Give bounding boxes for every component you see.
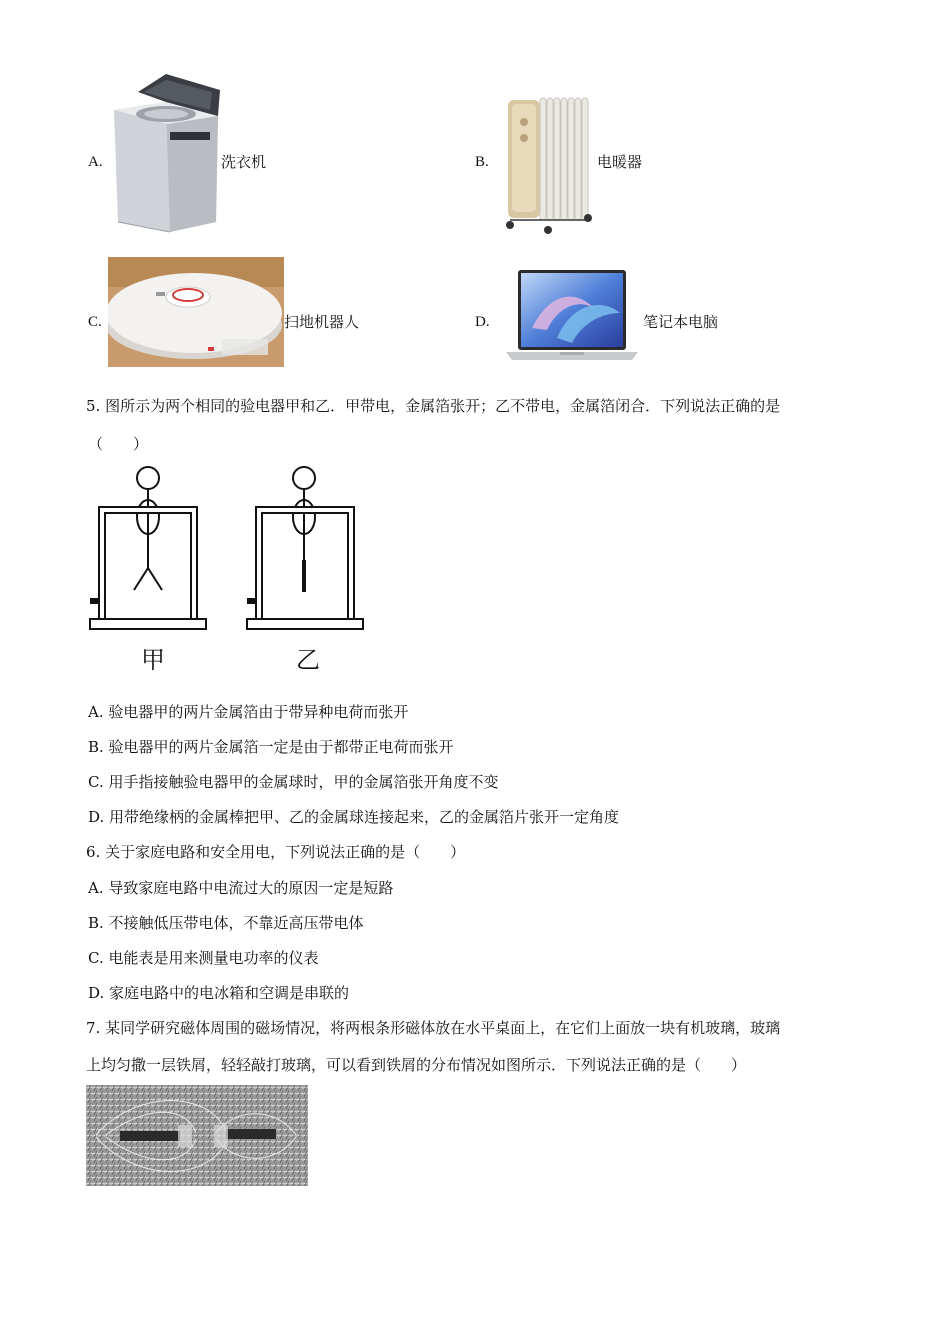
q5-blank: （ ） xyxy=(88,435,149,453)
option-letter: B. xyxy=(475,154,489,170)
q5-option-a: A. 验电器甲的两片金属箔由于带异种电荷而张开 xyxy=(88,703,409,721)
figure-label-yi: 乙 xyxy=(296,646,320,674)
option-label: 扫地机器人 xyxy=(284,313,360,331)
option-letter: C. xyxy=(88,314,102,330)
washing-machine-image xyxy=(108,72,222,234)
option-label: 笔记本电脑 xyxy=(643,313,719,331)
iron-filings-photo xyxy=(86,1085,308,1186)
q7-stem-line1: 7. 某同学研究磁体周围的磁场情况，将两根条形磁体放在水平桌面上，在它们上面放一块有机玻璃，玻璃 xyxy=(86,1019,781,1037)
option-letter: D. xyxy=(475,314,490,330)
q5-option-b: B. 验电器甲的两片金属箔一定是由于都带正电荷而张开 xyxy=(88,738,454,756)
q6-option-a: A. 导致家庭电路中电流过大的原因一定是短路 xyxy=(88,879,394,897)
q7-stem-line2: 上均匀撒一层铁屑，轻轻敲打玻璃，可以看到铁屑的分布情况如图所示．下列说法正确的是（ ） xyxy=(86,1056,747,1074)
q5-option-d: D. 用带绝缘柄的金属棒把甲、乙的金属球连接起来，乙的金属箔片张开一定角度 xyxy=(88,808,620,826)
q6-stem: 6. 关于家庭电路和安全用电，下列说法正确的是（ ） xyxy=(86,843,466,861)
figure-label-jia: 甲 xyxy=(141,646,165,674)
q5-stem: 5. 图所示为两个相同的验电器甲和乙．甲带电，金属箔张开；乙不带电，金属箔闭合．下列说法正确的是 xyxy=(86,397,781,415)
electroscope-figure xyxy=(84,462,374,672)
oil-heater-image xyxy=(500,94,594,234)
electroscope-yi xyxy=(247,467,363,629)
option-letter: A. xyxy=(88,154,103,170)
q6-option-b: B. 不接触低压带电体，不靠近高压带电体 xyxy=(88,914,364,932)
q6-option-c: C. 电能表是用来测量电功率的仪表 xyxy=(88,949,319,967)
option-label: 洗衣机 xyxy=(221,153,267,171)
laptop-image xyxy=(502,268,642,364)
robot-vacuum-image xyxy=(108,257,284,367)
q5-option-c: C. 用手指接触验电器甲的金属球时，甲的金属箔张开角度不变 xyxy=(88,773,499,791)
electroscope-jia xyxy=(90,467,206,629)
option-label: 电暖器 xyxy=(597,153,643,171)
q6-option-d: D. 家庭电路中的电冰箱和空调是串联的 xyxy=(88,984,350,1002)
